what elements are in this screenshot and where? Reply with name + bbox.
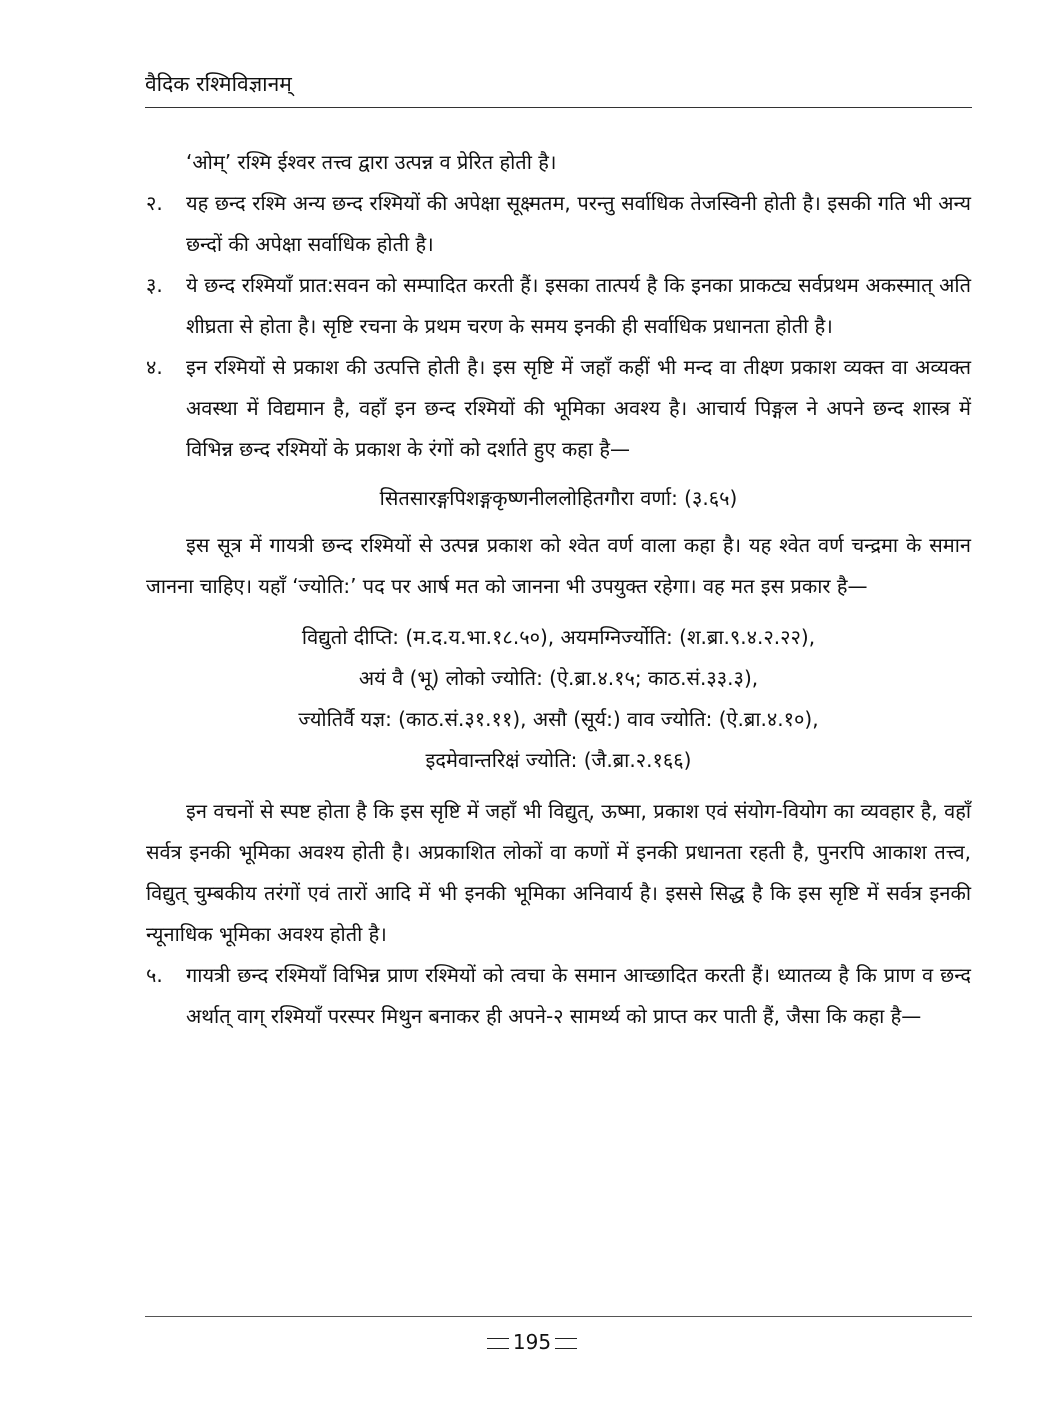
list-item-number: ३. bbox=[146, 273, 163, 297]
quote-line: ज्योतिर्वै यज्ञ: (काठ.सं.३१.११), असौ (सूर्य:) वाव ज्योति: (ऐ.ब्रा.४.१०), bbox=[298, 707, 819, 731]
list-item-number: २. bbox=[146, 191, 163, 215]
list-item bbox=[146, 265, 971, 347]
list-item-text: ये छन्द रश्मियाँ प्रात:सवन को सम्पादित करती हैं। इसका तात्पर्य है कि इनका प्राकट्य सर्वप्रथम अकस्मात् अति शीघ्रता से होता है। सृष्टि रचना के प्रथम चरण के समय इनकी ही सर्वाधिक प्रधानता होती है। bbox=[186, 273, 971, 338]
quote-line: विद्युतो दीप्ति: (म.द.य.भा.१८.५०), अयमग्निर्ज्योति: (श.ब्रा.९.४.२.२२), bbox=[301, 625, 816, 649]
right-ornament bbox=[555, 1338, 577, 1349]
footer-divider bbox=[145, 1316, 972, 1317]
left-ornament bbox=[487, 1338, 509, 1349]
list-item-number: ५. bbox=[146, 963, 163, 987]
gayatri-paragraph: इस सूत्र में गायत्री छन्द रश्मियों से उत्पन्न प्रकाश को श्वेत वर्ण वाला कहा है। यह श्वेत वर्ण चन्द्रमा के समान जानना चाहिए। यहाँ ‘ज्योति:’ पद पर आर्ष मत को जानना भी उपयुक्त रहेगा। वह मत इस प्रकार है— bbox=[146, 533, 971, 598]
quote-line: इदमेवान्तरिक्षं ज्योति: (जै.ब्रा.२.१६६) bbox=[425, 748, 692, 772]
list-item-text: गायत्री छन्द रश्मियाँ विभिन्न प्राण रश्मियों को त्वचा के समान आच्छादित करती हैं। ध्यातव्य है कि प्राण व छन्द अर्थात् वाग् रश्मियाँ परस्पर मिथुन बनाकर ही अपने-२ सामर्थ्य को प्राप्त कर पाती हैं, जैसा कि कहा है— bbox=[186, 963, 971, 1028]
intro-paragraph: ‘ओम्’ रश्मि ईश्वर तत्त्व द्वारा उत्पन्न व प्रेरित होती है। bbox=[186, 150, 557, 174]
sutra-quote: सितसारङ्गपिशङ्गकृष्णनीललोहितगौरा वर्णा: (३.६५) bbox=[379, 486, 738, 510]
page-number: 195 bbox=[512, 1330, 552, 1354]
header-divider bbox=[145, 107, 972, 108]
quotation-block bbox=[146, 617, 971, 781]
page-body bbox=[146, 142, 971, 1037]
page-number-footer bbox=[0, 1330, 1064, 1354]
list-item-text: यह छन्द रश्मि अन्य छन्द रश्मियों की अपेक्षा सूक्ष्मतम, परन्तु सर्वाधिक तेजस्विनी होती है। इसकी गति भी अन्य छन्दों की अपेक्षा सर्वाधिक होती है। bbox=[186, 191, 971, 256]
list-item bbox=[146, 183, 971, 265]
list-item bbox=[146, 955, 971, 1037]
list-item-text: इन रश्मियों से प्रकाश की उत्पत्ति होती है। इस सृष्टि में जहाँ कहीं भी मन्द वा तीक्ष्ण प्रकाश व्यक्त वा अव्यक्त अवस्था में विद्यमान है, वहाँ इन छन्द रश्मियों की भूमिका अवश्य है। आचार्य पिङ्गल ने अपने छन्द शास्त्र में विभिन्न छन्द रश्मियों के प्रकाश के रंगों को दर्शाते हुए कहा है— bbox=[186, 355, 971, 461]
list-item bbox=[146, 347, 971, 470]
running-header: वैदिक रश्मिविज्ञानम् bbox=[145, 72, 292, 96]
list-item-number: ४. bbox=[146, 355, 163, 379]
vachan-paragraph: इन वचनों से स्पष्ट होता है कि इस सृष्टि में जहाँ भी विद्युत्, ऊष्मा, प्रकाश एवं संयोग-वियोग का व्यवहार है, वहाँ सर्वत्र इनकी भूमिका अवश्य होती है। अप्रकाशित लोकों वा कणों में इनकी प्रधानता रहती है, पुनरपि आकाश तत्त्व, विद्युत् चुम्बकीय तरंगों एवं तारों आदि में भी इनकी भूमिका अनिवार्य है। इससे सिद्ध है कि इस सृष्टि में सर्वत्र इनकी न्यूनाधिक भूमिका अवश्य होती है। bbox=[146, 799, 971, 946]
quote-line: अयं वै (भू) लोको ज्योति: (ऐ.ब्रा.४.१५; काठ.सं.३३.३), bbox=[358, 666, 759, 690]
